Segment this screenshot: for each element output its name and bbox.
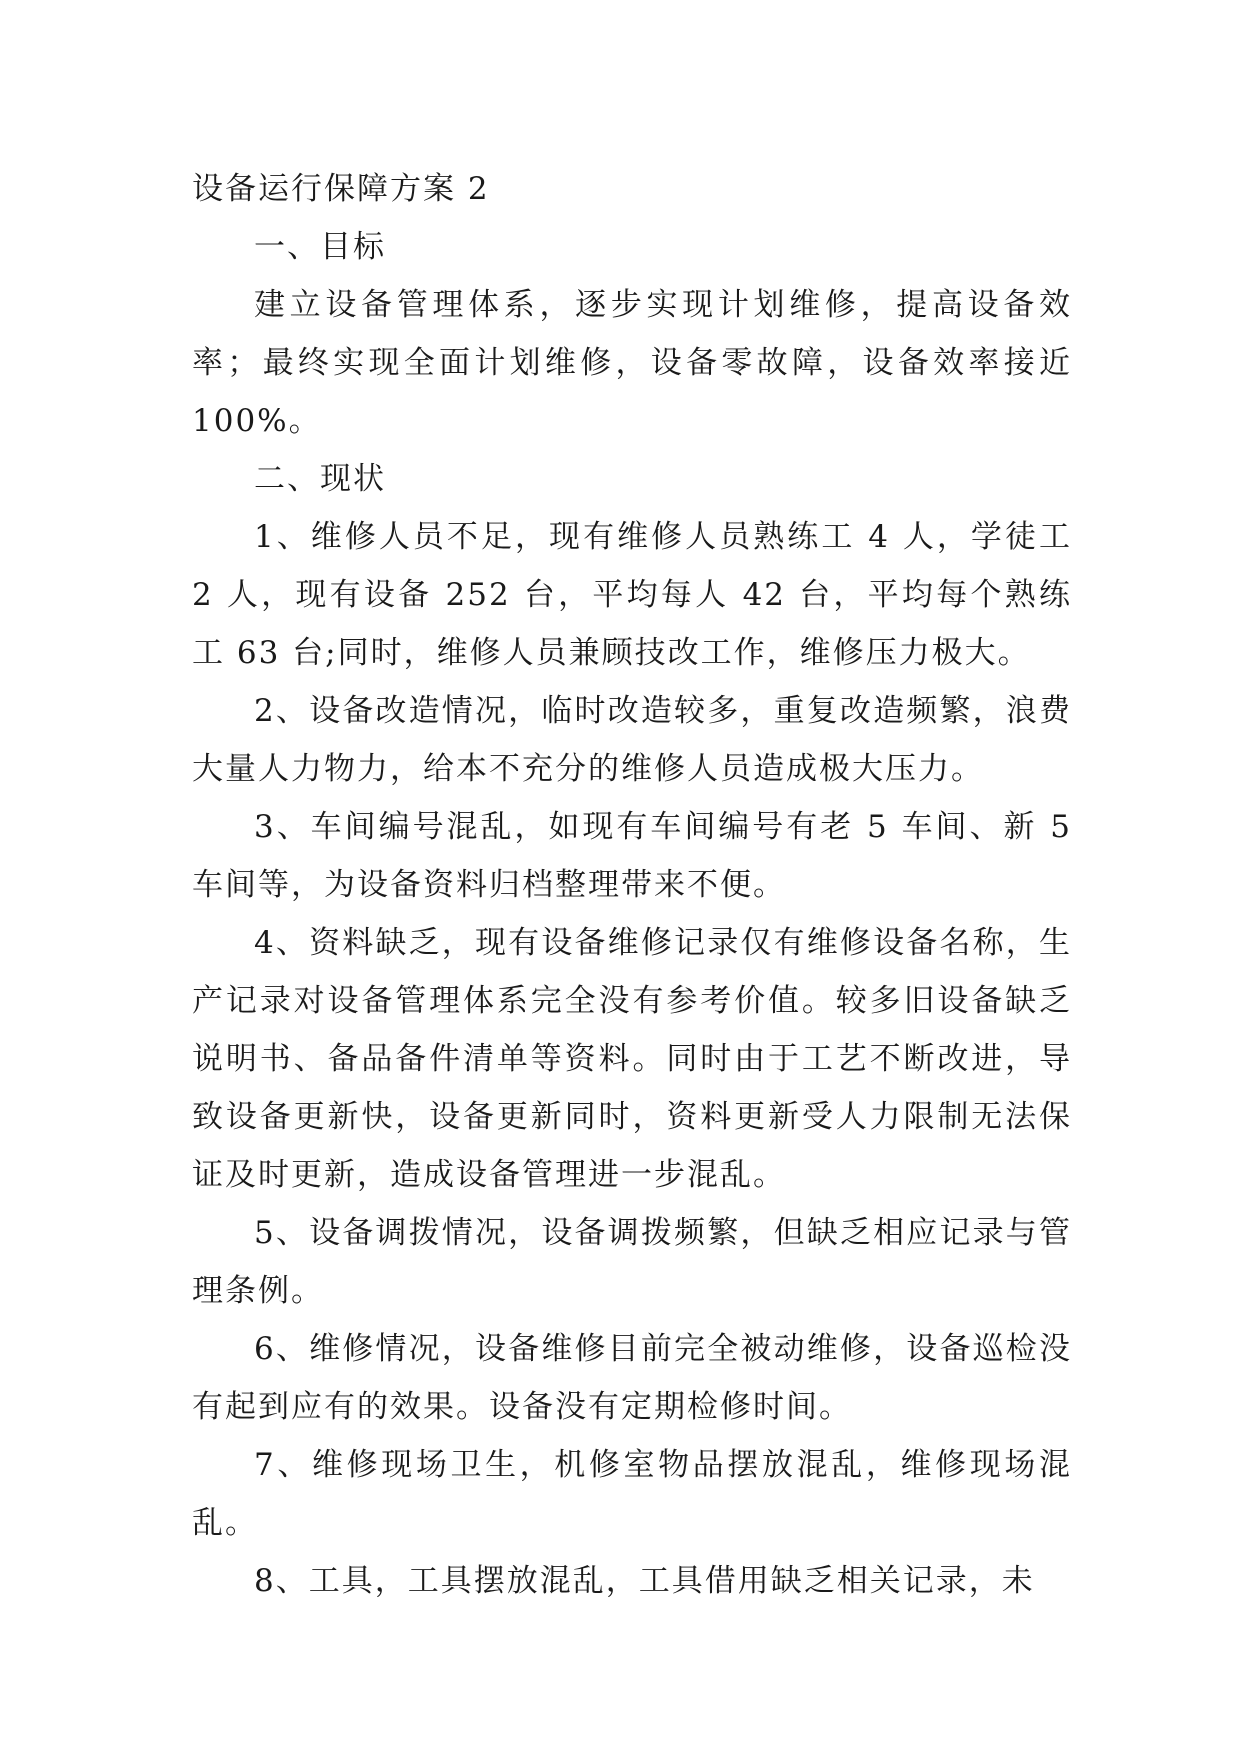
- status-item-1: 1、维修人员不足，现有维修人员熟练工 4 人，学徒工 2 人，现有设备 252 台，平均每人 42 台，平均每个熟练工 63 台;同时，维修人员兼顾技改工作，维修压力极大。: [192, 519, 1072, 671]
- status-item-5: 5、设备调拨情况，设备调拨频繁，但缺乏相应记录与管理条例。: [192, 1215, 1072, 1309]
- status-item-2: 2、设备改造情况，临时改造较多，重复改造频繁，浪费大量人力物力，给本不充分的维修人员造成极大压力。: [192, 693, 1072, 787]
- document-title: 设备运行保障方案 2: [192, 171, 490, 207]
- section-heading-status: 二、现状: [254, 461, 386, 497]
- status-item-7: 7、维修现场卫生，机修室物品摆放混乱，维修现场混乱。: [192, 1447, 1072, 1541]
- status-item-4: 4、资料缺乏，现有设备维修记录仅有维修设备名称，生产记录对设备管理体系完全没有参考价值。较多旧设备缺乏说明书、备品备件清单等资料。同时由于工艺不断改进，导致设备更新快，设备更新同时，资料更新受人力限制无法保证及时更新，造成设备管理进一步混乱。: [192, 925, 1072, 1193]
- status-item-6: 6、维修情况，设备维修目前完全被动维修，设备巡检没有起到应有的效果。设备没有定期检修时间。: [192, 1331, 1072, 1425]
- goal-paragraph: 建立设备管理体系，逐步实现计划维修，提高设备效率；最终实现全面计划维修，设备零故障，设备效率接近 100%。: [192, 287, 1072, 439]
- status-item-8: 8、工具，工具摆放混乱，工具借用缺乏相关记录，未: [254, 1563, 1035, 1599]
- document-body: [192, 160, 1072, 1610]
- section-heading-goal: 一、目标: [254, 229, 386, 265]
- status-item-3: 3、车间编号混乱，如现有车间编号有老 5 车间、新 5 车间等，为设备资料归档整理带来不便。: [192, 809, 1072, 903]
